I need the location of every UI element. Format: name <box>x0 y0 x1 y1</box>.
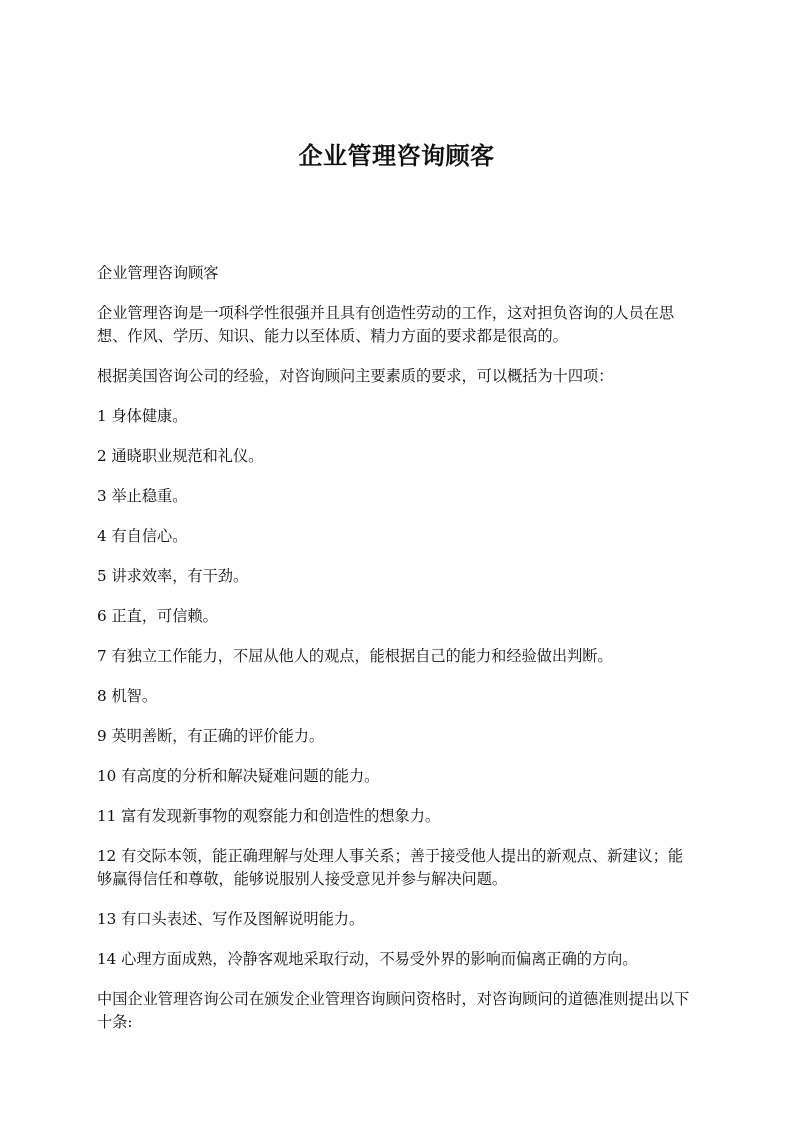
list-item: 12 有交际本领，能正确理解与处理人事关系；善于接受他人提出的新观点、新建议；能够赢得信任和尊敬，能够说服别人接受意见并参与解决问题。 <box>97 847 684 888</box>
list-item: 11 富有发现新事物的观察能力和创造性的想象力。 <box>97 807 441 825</box>
list-item: 3 举止稳重。 <box>97 487 188 505</box>
list-item: 6 正直，可信赖。 <box>97 607 218 625</box>
qualification-list <box>97 405 697 971</box>
list-item: 7 有独立工作能力，不屈从他人的观点，能根据自己的能力和经验做出判断。 <box>97 647 613 665</box>
list-item: 1 身体健康。 <box>97 407 188 425</box>
intro-paragraph: 企业管理咨询是一项科学性很强并且具有创造性劳动的工作，这对担负咨询的人员在思想、作风、学历、知识、能力以至体质、精力方面的要求都是很高的。 <box>97 304 675 345</box>
section-heading: 企业管理咨询顾客 <box>97 264 219 282</box>
list-item: 8 机智。 <box>97 687 158 705</box>
page-title: 企业管理咨询顾客 <box>298 142 495 170</box>
list-item: 10 有高度的分析和解决疑难问题的能力。 <box>97 767 380 785</box>
list-item: 4 有自信心。 <box>97 527 188 545</box>
list-item: 13 有口头表述、写作及图解说明能力。 <box>97 910 365 928</box>
document-body <box>97 262 697 1051</box>
summary-paragraph: 根据美国咨询公司的经验，对咨询顾问主要素质的要求，可以概括为十四项： <box>97 367 614 385</box>
list-item: 14 心理方面成熟，冷静客观地采取行动，不易受外界的影响而偏离正确的方向。 <box>97 950 638 968</box>
list-item: 5 讲求效率，有干劲。 <box>97 567 249 585</box>
closing-paragraph: 中国企业管理咨询公司在颁发企业管理咨询顾问资格时，对咨询顾问的道德准则提出以下十条: <box>97 990 690 1031</box>
list-item: 9 英明善断，有正确的评价能力。 <box>97 727 325 745</box>
list-item: 2 通晓职业规范和礼仪。 <box>97 447 264 465</box>
